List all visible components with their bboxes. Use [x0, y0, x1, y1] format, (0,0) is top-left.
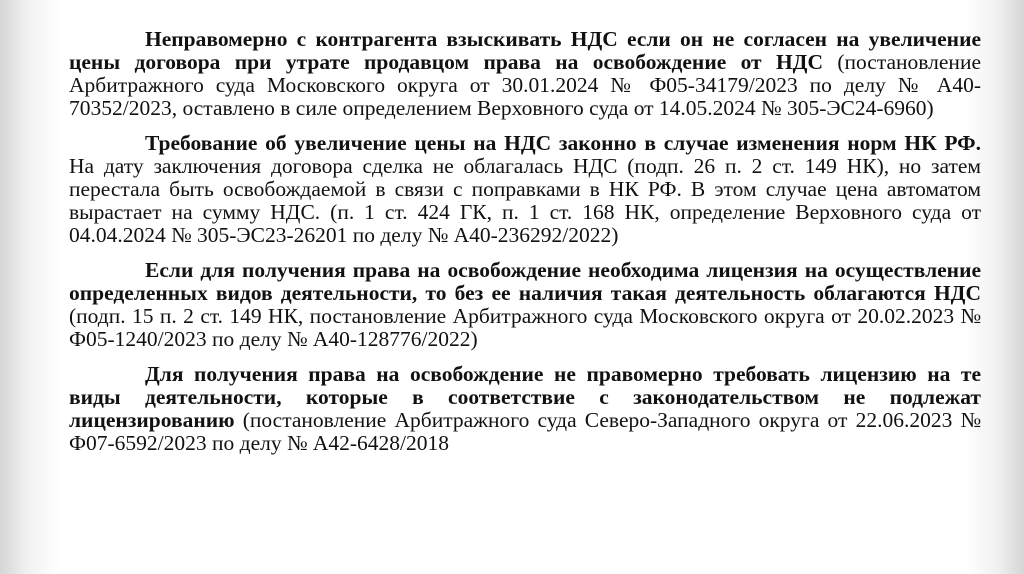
paragraph-4 — [69, 363, 981, 455]
paragraph-1-bold: Неправомерно с контрагента взыскивать НДС если он не согласен на увеличение цены договора при утрате продавцом права на освобождение от НДС — [69, 27, 981, 74]
paragraph-1-text: (постановление Арбитражного суда Московского округа от 30.01.2024 № Ф05-34179/2023 по делу № А40-70352/2023, оставлено в силе определением Верховного суда от 14.05.2024 № 305-ЭС24-6960) — [69, 50, 981, 120]
paragraph-3-text: (подп. 15 п. 2 ст. 149 НК, постановление Арбитражного суда Московского округа от 20.02.2023 № Ф05-1240/2023 по делу № А40-128776/2022) — [69, 304, 981, 351]
paragraph-3-bold: Если для получения права на освобождение необходима лицензия на осуществление определенных видов деятельности, то без ее наличия такая деятельность облагаются НДС — [69, 258, 981, 305]
paragraph-3 — [69, 259, 981, 351]
paragraph-2 — [69, 132, 981, 247]
paragraph-2-text: На дату заключения договора сделка не облагалась НДС (подп. 26 п. 2 ст. 149 НК), но затем перестала быть освобождаемой в связи с поправками в НК РФ. В этом случае цена автоматом вырастает на сумму НДС. (п. 1 ст. 424 ГК, п. 1 ст. 168 НК, определение Верховного суда от 04.04.2024 № 305-ЭС23-26201 по делу № А40-236292/2022) — [69, 154, 981, 247]
slide-content — [69, 28, 981, 467]
paragraph-1 — [69, 28, 981, 120]
paragraph-2-bold: Требование об увеличение цены на НДС законно в случае изменения норм НК РФ. — [145, 131, 981, 155]
paragraph-4-text: (постановление Арбитражного суда Северо-Западного округа от 22.06.2023 № Ф07-6592/2023 по делу № А42-6428/2018 — [69, 408, 981, 455]
paragraph-4-bold: Для получения права на освобождение не правомерно требовать лицензию на те виды деятельности, которые в соответствие с законодательством не подлежат лицензированию — [69, 362, 981, 432]
